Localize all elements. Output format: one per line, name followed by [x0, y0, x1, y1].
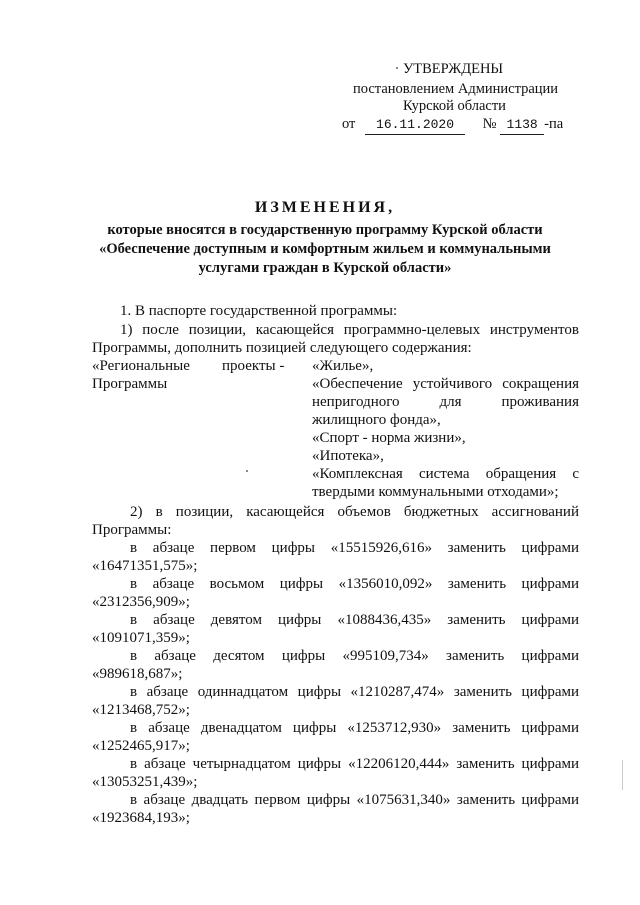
item-2-line1: в абзаце восьмом цифры «1356010,092» заменить цифрами: [130, 576, 579, 592]
item-1-line2: «16471351,575»;: [92, 558, 198, 574]
table-right-4: «Ипотека»,: [312, 448, 384, 464]
item-1-line1: в абзаце первом цифры «15515926,616» заменить цифрами: [130, 540, 579, 556]
item-7-line1: в абзаце четырнадцатом цифры «12206120,444» заменить цифрами: [130, 756, 579, 772]
approval-date: 16.11.2020: [365, 116, 465, 135]
title-line1: которые вносятся в государственную программу Курской области: [107, 222, 543, 238]
title-line3: услугами граждан в Курской области»: [198, 260, 452, 276]
scan-speck: [246, 470, 248, 472]
table-right-2c: жилищного фонда»,: [312, 412, 441, 428]
page-title: ИЗМЕНЕНИЯ,: [254, 199, 396, 216]
paragraph-3-line1: 2) в позиции, касающейся объемов бюджетных ассигнований: [130, 504, 579, 520]
table-left-1a: «Региональные: [92, 358, 190, 374]
item-6-line1: в абзаце двенадцатом цифры «1253712,930» заменить цифрами: [130, 720, 579, 736]
table-left-2: Программы: [92, 376, 168, 392]
approval-line2: Курской области: [403, 98, 506, 114]
title-line2: «Обеспечение доступным и комфортным жильем и коммунальными: [99, 241, 551, 257]
item-7-line2: «13053251,439»;: [92, 774, 198, 790]
approval-number: 1138: [500, 116, 544, 135]
number-prefix: №: [482, 116, 497, 132]
item-2-line2: «2312356,909»;: [92, 594, 190, 610]
scan-speck: [396, 67, 398, 69]
table-right-5a: «Комплексная система обращения с: [312, 466, 579, 482]
number-suffix: -па: [544, 116, 564, 132]
item-6-line2: «1252465,917»;: [92, 738, 190, 754]
table-right-3: «Спорт - норма жизни»,: [312, 430, 466, 446]
table-right-2a: «Обеспечение устойчивого сокращения: [312, 376, 579, 392]
paragraph-1: 1. В паспорте государственной программы:: [120, 303, 398, 319]
date-prefix: от: [342, 116, 356, 132]
paragraph-2-line1: 1) после позиции, касающейся программно-целевых инструментов: [120, 322, 579, 338]
item-5-line1: в абзаце одиннадцатом цифры «1210287,474» заменить цифрами: [130, 684, 579, 700]
table-right-1: «Жилье»,: [312, 358, 374, 374]
item-4-line2: «989618,687»;: [92, 666, 183, 682]
item-4-line1: в абзаце десятом цифры «995109,734» заменить цифрами: [130, 648, 579, 664]
item-3-line1: в абзаце девятом цифры «1088436,435» заменить цифрами: [130, 612, 579, 628]
item-5-line2: «1213468,752»;: [92, 702, 190, 718]
item-3-line2: «1091071,359»;: [92, 630, 190, 646]
scan-edge-mark: [622, 760, 623, 790]
approval-stamp: УТВЕРЖДЕНЫ: [403, 61, 504, 77]
table-left-1b: проекты -: [222, 358, 285, 374]
item-8-line1: в абзаце двадцать первом цифры «1075631,340» заменить цифрами: [130, 792, 579, 808]
item-8-line2: «1923684,193»;: [92, 810, 190, 826]
table-right-5b: твердыми коммунальными отходами»;: [312, 484, 559, 500]
paragraph-3-line2: Программы:: [92, 522, 172, 538]
table-right-2b: непригодного для проживания: [312, 394, 579, 410]
paragraph-2-line2: Программы, дополнить позицией следующего содержания:: [92, 340, 472, 356]
approval-line1: постановлением Администрации: [353, 81, 559, 97]
approval-date-line: [342, 115, 563, 135]
